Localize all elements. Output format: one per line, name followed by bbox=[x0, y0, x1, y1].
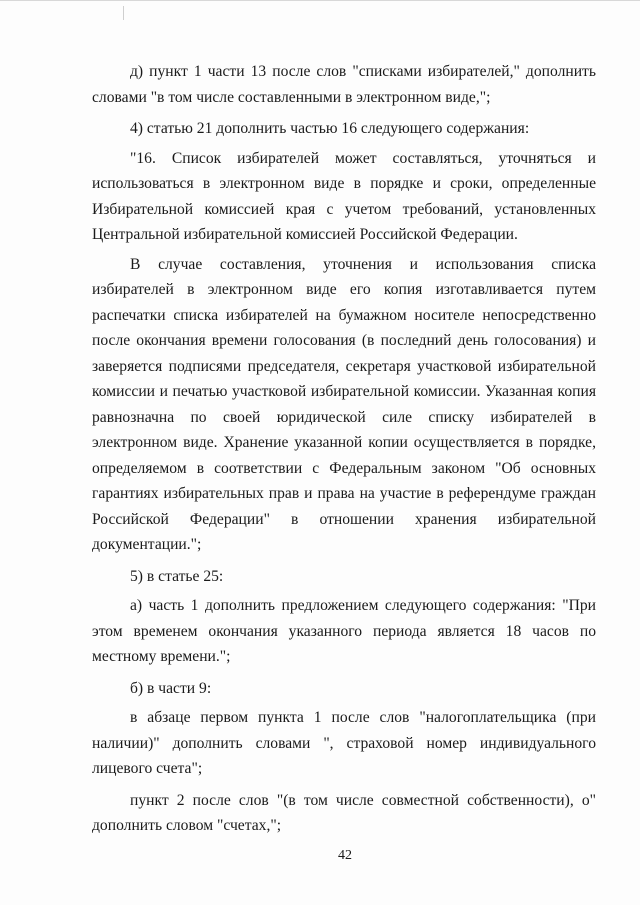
paragraph-5: 5) в статье 25: bbox=[130, 567, 224, 585]
paragraph-8: в абзаце первом пункта 1 после слов "налогоплательщика (при наличии)" дополнить словами ", страховой номер индивидуального лицевого счета"; bbox=[92, 709, 596, 777]
paragraph-7: б) в части 9: bbox=[130, 679, 212, 697]
page-number: 42 bbox=[338, 848, 352, 863]
paragraph-4: В случае составления, уточнения и использования списка избирателей в электронном виде его копия изготавливается путем распечатки списка избирателей на бумажном носителе непосредственно после окончания времени голосования (в последний день голосования) и заверяется подписями председателя, секретаря участковой избирательной комиссии и печатью участковой избирательной комиссии. Указанная копия равнозначна по своей юридической силе списку избирателей в электронном виде. Хранение указанной копии осуществляется в порядке, определяемом в соответствии с Федеральным законом "Об основных гарантиях избирательных прав и права на участие в референдуме граждан Российской Федерации" в отношении хранения избирательной документации."; bbox=[92, 255, 596, 553]
document-body bbox=[92, 59, 596, 845]
paragraph-9: пункт 2 после слов "(в том числе совместной собственности), о" дополнить словом "счетах,"; bbox=[92, 791, 596, 834]
paragraph-6: а) часть 1 дополнить предложением следующего содержания: "При этом временем окончания указанного периода является 18 часов по местному времени."; bbox=[92, 597, 596, 665]
paragraph-2: 4) статью 21 дополнить частью 16 следующего содержания: bbox=[130, 120, 530, 137]
scan-edge bbox=[0, 0, 640, 4]
scan-mark bbox=[123, 6, 124, 20]
paragraph-3: "16. Список избирателей может составляться, уточняться и использоваться в электронном виде в порядке и сроки, определенные Избирательной комиссией края с учетом требований, установленных Центральной избирательной комиссией Российской Федерации. bbox=[92, 149, 596, 243]
paragraph-1: д) пункт 1 части 13 после слов "списками избирателей," дополнить словами "в том числе составленными в электронном виде,"; bbox=[92, 63, 596, 106]
